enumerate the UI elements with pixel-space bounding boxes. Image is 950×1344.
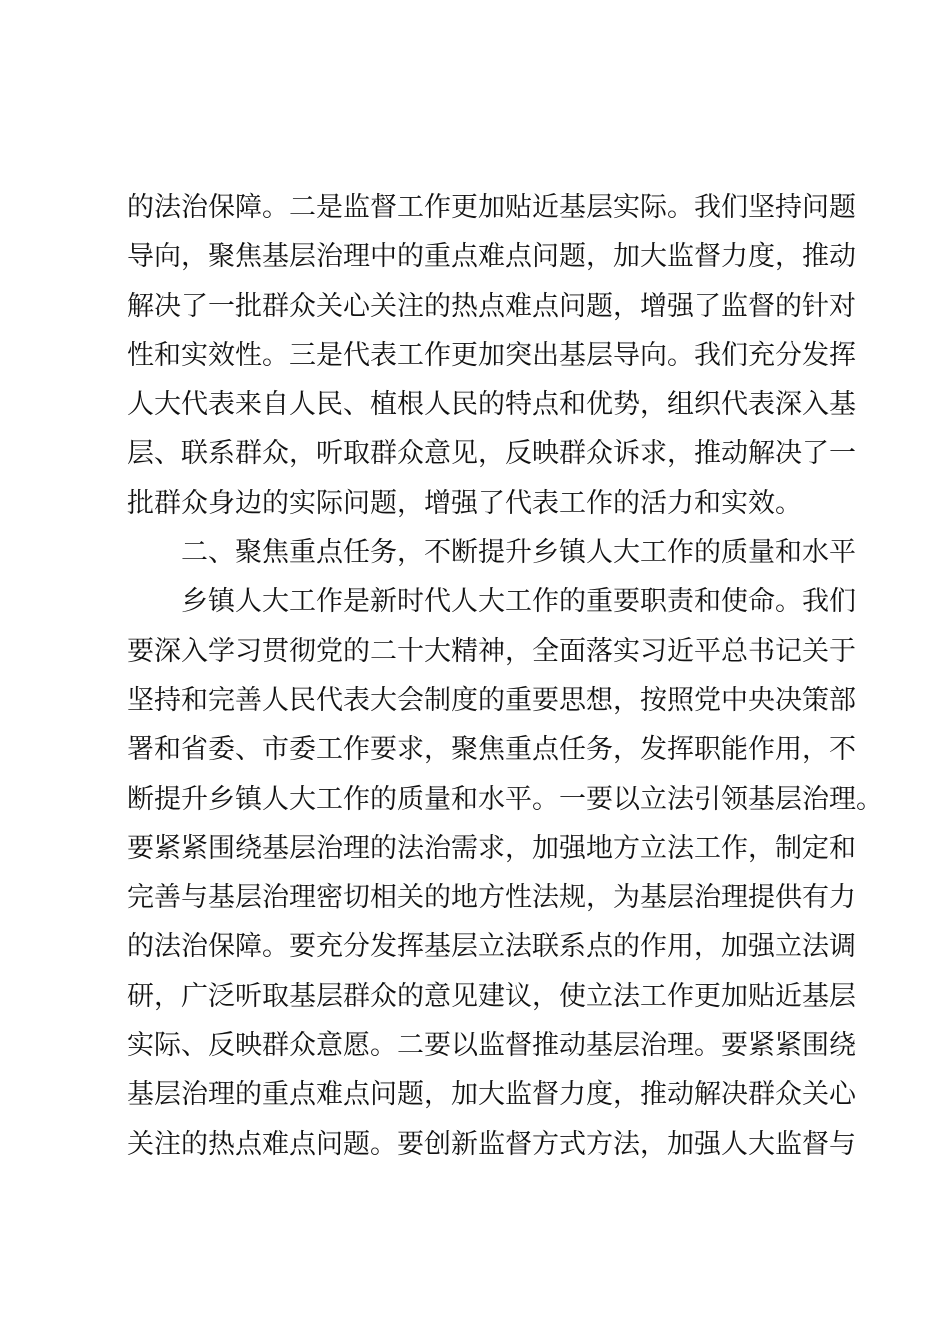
paragraph-2-line: 完善与基层治理密切相关的地方性法规，为基层治理提供有力 bbox=[127, 882, 856, 914]
paragraph-1-line: 人大代表来自人民、植根人民的特点和优势，组织代表深入基 bbox=[127, 389, 856, 421]
paragraph-1-line: 层、联系群众，听取群众意见，反映群众诉求，推动解决了一 bbox=[127, 438, 856, 470]
paragraph-1-line: 批群众身边的实际问题，增强了代表工作的活力和实效。 bbox=[127, 487, 802, 519]
paragraph-2-line: 基层治理的重点难点问题，加大监督力度，推动解决群众关心 bbox=[127, 1079, 856, 1111]
paragraph-2-line: 坚持和完善人民代表大会制度的重要思想，按照党中央决策部 bbox=[127, 684, 856, 716]
paragraph-1-line: 解决了一批群众关心关注的热点难点问题，增强了监督的针对 bbox=[127, 290, 856, 322]
paragraph-2-line: 要深入学习贯彻党的二十大精神，全面落实习近平总书记关于 bbox=[127, 635, 856, 667]
paragraph-2-line: 要紧紧围绕基层治理的法治需求，加强地方立法工作，制定和 bbox=[127, 832, 856, 864]
paragraph-2-line: 研，广泛听取基层群众的意见建议，使立法工作更加贴近基层 bbox=[127, 980, 856, 1012]
paragraph-2-line: 断提升乡镇人大工作的质量和水平。一要以立法引领基层治理。 bbox=[127, 783, 883, 815]
document-body bbox=[127, 183, 883, 1169]
paragraph-2-line: 关注的热点难点问题。要创新监督方式方法，加强人大监督与 bbox=[127, 1128, 856, 1160]
paragraph-2-line: 署和省委、市委工作要求，聚焦重点任务，发挥职能作用，不 bbox=[127, 734, 856, 766]
paragraph-2-line: 乡镇人大工作是新时代人大工作的重要职责和使命。我们 bbox=[181, 586, 856, 618]
paragraph-1-line: 性和实效性。三是代表工作更加突出基层导向。我们充分发挥 bbox=[127, 339, 856, 371]
paragraph-1-line: 导向，聚焦基层治理中的重点难点问题，加大监督力度，推动 bbox=[127, 241, 856, 273]
paragraph-2-line: 实际、反映群众意愿。二要以监督推动基层治理。要紧紧围绕 bbox=[127, 1030, 856, 1062]
paragraph-2-line: 的法治保障。要充分发挥基层立法联系点的作用，加强立法调 bbox=[127, 931, 856, 963]
section-heading: 二、聚焦重点任务，不断提升乡镇人大工作的质量和水平 bbox=[181, 537, 856, 569]
paragraph-1-line: 的法治保障。二是监督工作更加贴近基层实际。我们坚持问题 bbox=[127, 192, 856, 223]
